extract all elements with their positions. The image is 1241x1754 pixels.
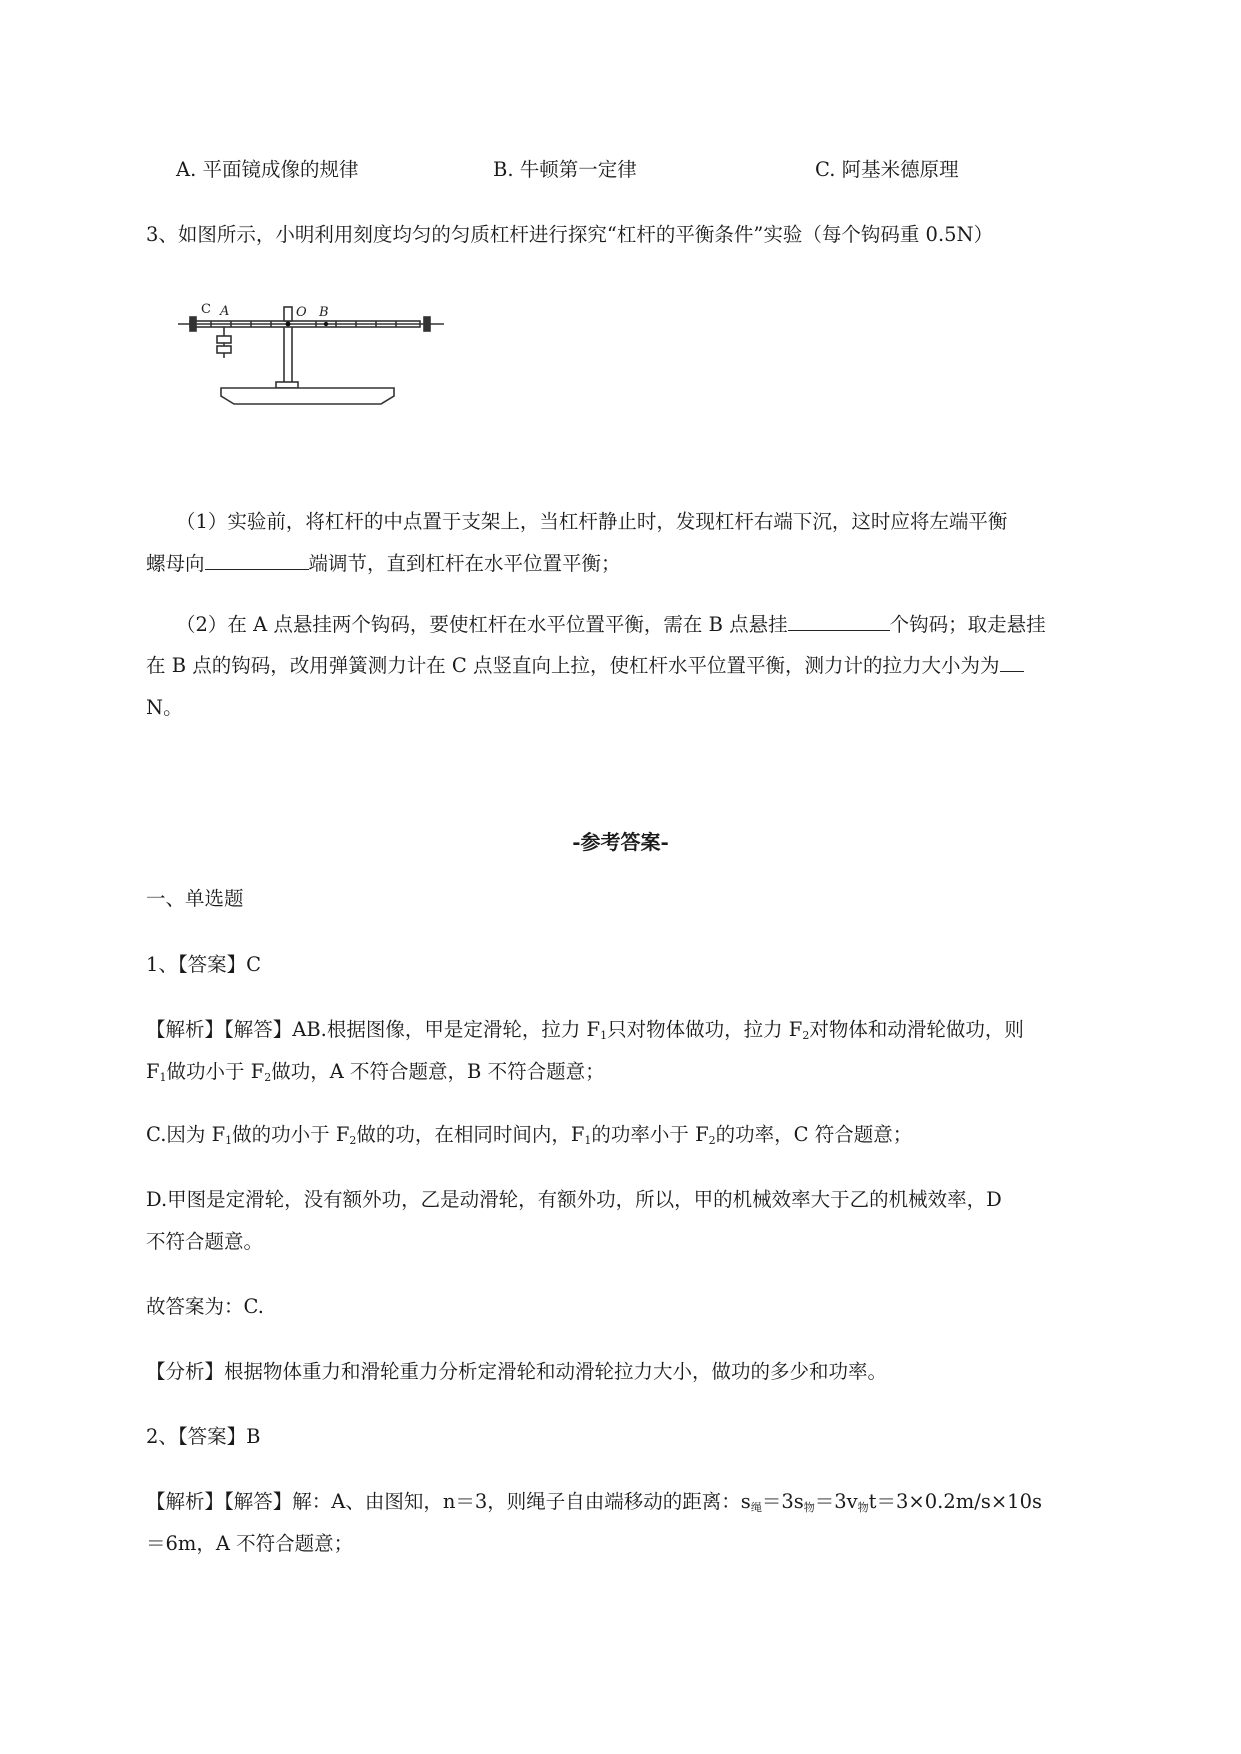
option-b: B. 牛顿第一定律 <box>493 158 637 181</box>
options-row <box>0 160 1241 184</box>
section-heading: 一、单选题 <box>146 887 244 910</box>
answers-title: -参考答案- <box>572 830 669 854</box>
q3-part2-line3: N。 <box>146 696 183 719</box>
q3-part2-line2: 在 B 点的钩码，改用弹簧测力计在 C 点竖直向上拉，使杠杆水平位置平衡，测力计的拉力大小为为 <box>146 656 1024 676</box>
answer-1-head: 1、【答案】C <box>146 953 262 976</box>
label-a: A <box>220 304 230 319</box>
hook-weight-1 <box>217 336 231 343</box>
answer-2-head: 2、【答案】B <box>146 1425 261 1448</box>
answer-2-line2: ＝6m，A 不符合题意； <box>146 1532 354 1555</box>
hook-weight-2 <box>217 346 231 353</box>
option-a: A. 平面镜成像的规律 <box>176 158 359 181</box>
q3-part2-line1: （2）在 A 点悬挂两个钩码，要使杠杆在水平位置平衡，需在 B 点悬挂 个钩码；取走悬挂 <box>176 613 1046 636</box>
left-balance-nut <box>190 317 196 331</box>
question-3-stem: 3、如图所示，小明利用刻度均匀的匀质杠杆进行探究“杠杆的平衡条件”实验（每个钩码重 0.5N） <box>146 223 994 246</box>
answer-1-line7: 【分析】根据物体重力和滑轮重力分析定滑轮和动滑轮拉力大小，做功的多少和功率。 <box>146 1360 888 1383</box>
point-b-marker <box>324 322 328 326</box>
answer-blank-1[interactable] <box>205 568 309 570</box>
answer-blank-3[interactable] <box>1000 670 1024 672</box>
right-balance-nut <box>424 317 430 331</box>
q3-part1-line1: （1）实验前，将杠杆的中点置于支架上，当杠杆静止时，发现杠杆右端下沉，这时应将左端平衡 <box>176 510 1008 533</box>
label-c: C <box>201 302 211 317</box>
pivot-point-o <box>286 322 291 327</box>
answer-1-line2: $F_1$做功小于 $F_2$做功，A 不符合题意，B 不符合题意； <box>146 1060 605 1084</box>
answer-1-line6: 故答案为：C. <box>146 1295 264 1318</box>
label-o: O <box>296 305 307 320</box>
answer-1-line4: D.甲图是定滑轮，没有额外功，乙是动滑轮，有额外功，所以，甲的机械效率大于乙的机械效率，D <box>146 1188 1002 1211</box>
answer-2-line1: 【解析】【解答】解：A、由图知，n＝3，则绳子自由端移动的距离：s绳＝3s物＝3v物t＝3×0.2m/s×10s <box>146 1490 1042 1514</box>
answer-1-line5: 不符合题意。 <box>146 1230 264 1253</box>
lever-experiment-figure <box>176 296 446 456</box>
label-b: B <box>319 305 329 320</box>
q3-part1-line2: 螺母向 端调节，直到杠杆在水平位置平衡； <box>146 552 621 575</box>
stand-base <box>221 388 394 404</box>
answer-1-line1: 【解析】【解答】AB.根据图像，甲是定滑轮，拉力 $F_1$只对物体做功，拉力 $F_2$对物体和动滑轮做功，则 <box>146 1018 1024 1042</box>
option-c: C. 阿基米德原理 <box>815 158 959 181</box>
pivot-block <box>284 307 292 321</box>
answer-blank-2[interactable] <box>788 629 890 631</box>
answer-1-line3: C.因为 $F_1$做的功小于 $F_2$做的功，在相同时间内，$F_1$的功率小于 $F_2$的功率，C 符合题意； <box>146 1123 913 1147</box>
